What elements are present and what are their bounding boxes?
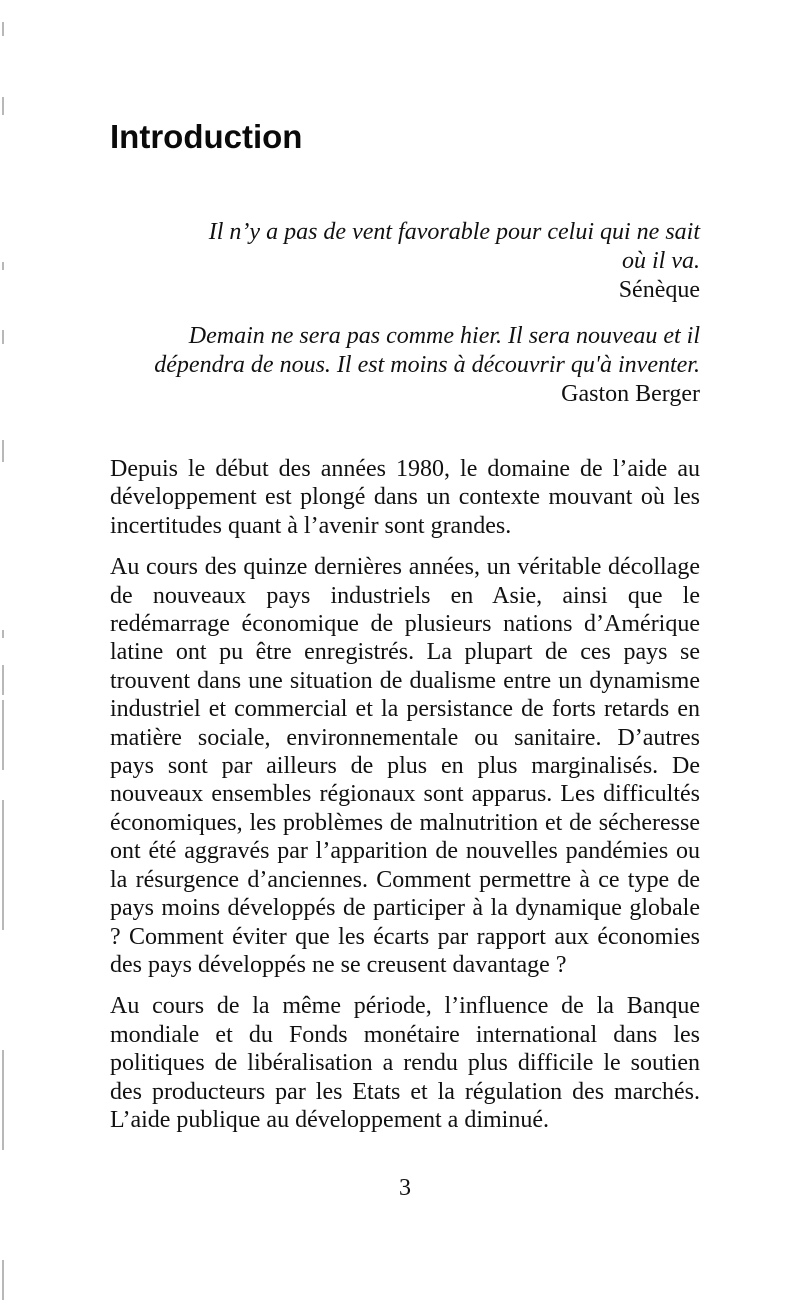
epigraph-author: Sénèque xyxy=(618,277,700,303)
scan-mark xyxy=(2,630,4,638)
scan-mark xyxy=(2,1050,4,1150)
epigraph-quote-line: Il n’y a pas de vent favorable pour celui qui ne sait xyxy=(208,219,700,245)
body-text xyxy=(110,455,700,1147)
epigraphs xyxy=(110,218,700,426)
scan-mark xyxy=(2,97,4,115)
page-number: 3 xyxy=(399,1175,411,1201)
epigraph-quote xyxy=(110,322,700,380)
chapter-title: Introduction xyxy=(110,118,303,155)
epigraph-berger xyxy=(110,322,700,409)
scan-mark xyxy=(2,262,4,270)
epigraph-quote-line: dépendra de nous. Il est moins à découvrir qu'à inventer. xyxy=(154,352,700,378)
epigraph-quote-line: où il va. xyxy=(622,248,700,274)
epigraph-author: Gaston Berger xyxy=(561,381,700,407)
epigraph-quote-line: Demain ne sera pas comme hier. Il sera nouveau et il xyxy=(188,323,700,349)
epigraph-seneque xyxy=(110,218,700,305)
paragraph: Au cours de la même période, l’influence de la Banque mondiale et du Fonds monétaire international dans les politiques de libéralisation a rendu plus difficile le soutien des producteurs par les Etats et la régulation des marchés. L’aide publique au développement a diminué. xyxy=(110,993,700,1133)
paragraph: Depuis le début des années 1980, le domaine de l’aide au développement est plongé dans un contexte mouvant où les incertitudes quant à l’avenir sont grandes. xyxy=(110,456,700,539)
scan-mark xyxy=(2,1260,4,1300)
scan-mark xyxy=(2,800,4,930)
scan-mark xyxy=(2,22,4,36)
scan-mark xyxy=(2,665,4,695)
paragraph: Au cours des quinze dernières années, un véritable décollage de nouveaux pays industriels en Asie, ainsi que le redémarrage économique de plusieurs nations d’Amérique latine ont pu être enregistrés. La plupart de ces pays se trouvent dans une situation de dualisme entre un dynamisme industriel et commercial et la persistance de forts retards en matière sociale, environnementale ou sanitaire. D’autres pays sont par ailleurs de plus en plus marginalisés. De nouveaux ensembles régionaux sont apparus. Les difficultés économiques, les problèmes de malnutrition et de sécheresse ont été aggravés par l’apparition de nouvelles pandémies ou la résurgence d’anciennes. Comment permettre à ce type de pays moins développés de participer à la dynamique globale ? Comment éviter que les écarts par rapport aux économies des pays développés ne se creusent davantage ? xyxy=(110,554,700,978)
scan-mark xyxy=(2,700,4,770)
scan-mark xyxy=(2,330,4,344)
scan-mark xyxy=(2,440,4,462)
epigraph-quote xyxy=(110,218,700,276)
